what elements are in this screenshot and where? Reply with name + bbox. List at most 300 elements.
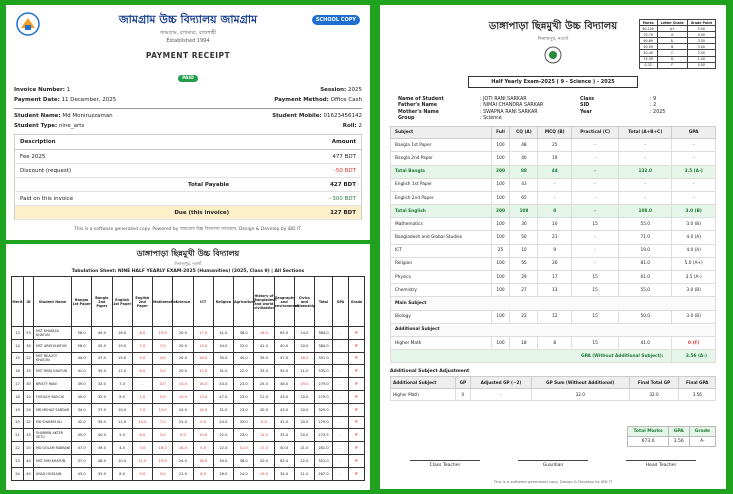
table-cell: F (349, 403, 365, 416)
row-amount: 427 BDT (234, 178, 361, 192)
table-cell: 20.0 (173, 352, 193, 365)
grade-cell: 60-69 (639, 38, 657, 44)
table-cell: 24 (12, 467, 24, 480)
row-desc: Total Payable (15, 178, 235, 192)
column-header: Student Name (34, 277, 72, 327)
table-cell: 0 (F) (672, 336, 716, 349)
table-cell: - (672, 139, 716, 152)
table-cell: - (619, 152, 672, 165)
column-header: GPA (333, 277, 349, 327)
column-header: Mathematics (153, 277, 173, 327)
table-cell: 9.0 (173, 429, 193, 442)
table-cell: Biology (391, 310, 492, 323)
table-cell: MST KHADIZA KHATUN (34, 327, 72, 340)
column-header: MCQ (B) (538, 127, 572, 139)
table-cell: 21.0 (254, 390, 274, 403)
table-cell: 20 (12, 416, 24, 429)
table-cell: 16.0 (173, 442, 193, 455)
table-cell: 23.0 (234, 403, 254, 416)
table-cell: 48.0 (274, 378, 294, 391)
table-cell: 39.0 (92, 442, 112, 455)
table-cell: 281.0 (315, 442, 333, 455)
table-cell: 58.0 (72, 327, 92, 340)
table-cell: 33.0 (254, 365, 274, 378)
info-value: : Science (480, 116, 502, 122)
receipt-footer: This is a software generated copy. Powered by জামগ্রাম উচ্চ বিদ্যালয় জামগ্রাম. Design & Develop by iBD IT. (74, 227, 302, 232)
table-cell: 26 (538, 257, 572, 270)
signature-row (410, 460, 696, 468)
info-label: SID (580, 103, 590, 109)
summary-table (627, 426, 716, 447)
table-cell: 14.0 (132, 416, 152, 429)
column-header: Bangla 1st Paper (72, 277, 92, 327)
table-row (391, 323, 716, 336)
student-name-label: Student Name: (14, 113, 61, 119)
table-cell: 11.0 (132, 454, 152, 467)
subject-marks-table (390, 126, 716, 363)
table-cell: 39.0 (92, 416, 112, 429)
table-cell: - (333, 365, 349, 378)
table-cell: - (333, 429, 349, 442)
row-amount: -50 BDT (234, 164, 361, 178)
column-header: Merit (12, 277, 24, 327)
table-cell: 8.0 (132, 327, 152, 340)
table-cell: 7.0 (153, 416, 173, 429)
receipt-info-row (14, 87, 362, 93)
grade-cell: 0-32 (639, 62, 657, 68)
table-cell: 13 (12, 327, 24, 340)
summary-cell: 3.56 (668, 437, 689, 447)
table-cell: 48 (510, 139, 538, 152)
tabulation-caption: Tabulation Sheet: NINE HALF YEARLY EXAM-2025 (Humanities) (2025, Class 9) | All Sections (71, 269, 305, 274)
table-cell: 40.0 (234, 352, 254, 365)
row-amount: - 300 BDT (234, 192, 361, 206)
grade-cell: 2.00 (687, 50, 715, 56)
student-type-label: Student Type: (14, 123, 58, 129)
table-cell: 24.0 (213, 416, 233, 429)
table-cell: 335.0 (315, 365, 333, 378)
table-row (391, 336, 716, 349)
table-cell: 22 (24, 352, 34, 365)
table-cell: 41.0 (213, 327, 233, 340)
column-header: Subject (391, 127, 492, 139)
table-cell: - (572, 191, 619, 204)
table-cell: 40.0 (92, 429, 112, 442)
table-cell: - (538, 178, 572, 191)
adjustment-table (390, 376, 716, 401)
table-cell: 30.0 (213, 454, 233, 467)
table-cell: 22.0 (294, 454, 314, 467)
student-name-value: Md Moniruzzaman (62, 113, 113, 119)
info-label (580, 116, 650, 121)
receipt-info-row (14, 113, 362, 119)
table-cell: - (619, 191, 672, 204)
table-cell: 55.0 (274, 365, 294, 378)
table-cell: 30.0 (213, 352, 233, 365)
grade-cell: 3.00 (687, 44, 715, 50)
table-cell: 3.56 (679, 389, 716, 401)
grade-cell: 3.50 (687, 38, 715, 44)
table-cell: 8 (538, 336, 572, 349)
table-cell: 20.0 (173, 365, 193, 378)
grade-cell: D (657, 56, 687, 62)
table-row (12, 339, 365, 352)
table-cell: 3.0 (B) (672, 218, 716, 231)
marksheet-header (390, 19, 716, 87)
table-cell: 20.0 (294, 429, 314, 442)
gpa-value: 3.56 (A-) (672, 350, 716, 363)
roll-label: Roll: (342, 123, 357, 129)
table-cell: 100 (491, 231, 510, 244)
table-cell: 32.0 (234, 339, 254, 352)
table-cell: 32.0 (531, 389, 629, 401)
table-cell: 40 (510, 152, 538, 165)
table-cell: 3.0 (153, 378, 173, 391)
table-cell: 10.0 (173, 390, 193, 403)
table-cell: 16 (12, 365, 24, 378)
table-cell: 5.0 (193, 442, 213, 455)
table-cell: 22.0 (213, 429, 233, 442)
table-cell: 0 (538, 205, 572, 218)
table-cell: 14.0 (173, 378, 193, 391)
table-cell: 15 (572, 218, 619, 231)
table-cell: 3.0 (B) (672, 310, 716, 323)
table-cell: 11.0 (234, 442, 254, 455)
table-cell: 279.0 (315, 378, 333, 391)
grade-cell: 70-79 (639, 32, 657, 38)
table-cell: 58.0 (72, 339, 92, 352)
table-cell: F (349, 327, 365, 340)
table-row (628, 437, 716, 447)
grade-cell: 80-100 (639, 26, 657, 32)
grade-cell: F (657, 62, 687, 68)
payment-receipt-panel (6, 5, 370, 240)
table-row (391, 389, 716, 401)
table-cell: 50.0 (619, 310, 672, 323)
receipt-info-row (14, 97, 362, 103)
divider (14, 108, 362, 109)
table-cell: ICT (391, 244, 492, 257)
table-cell: 12.0 (254, 429, 274, 442)
table-cell: 20.0 (173, 339, 193, 352)
table-cell: 108.0 (619, 205, 672, 218)
table-cell: - (672, 191, 716, 204)
table-cell: 6.0 (132, 429, 152, 442)
table-cell: 41.0 (619, 336, 672, 349)
table-cell: 22 (12, 442, 24, 455)
table-cell: 40 (24, 467, 34, 480)
student-type-value: nine_arts (58, 123, 85, 129)
table-cell: 65 (510, 191, 538, 204)
grade-header: Letter Grade (657, 20, 687, 26)
table-cell: 4.0 (A) (672, 244, 716, 257)
receipt-established: Established 1994 (166, 38, 210, 44)
grade-cell: A+ (657, 26, 687, 32)
column-header: ICT (193, 277, 213, 327)
table-cell: 31.0 (213, 365, 233, 378)
table-cell: 47.0 (213, 390, 233, 403)
tabulation-table (11, 276, 365, 481)
column-header: Final Total GP (629, 377, 679, 389)
table-cell: 108 (510, 205, 538, 218)
table-cell: 40.0 (274, 339, 294, 352)
table-cell: 24.0 (173, 403, 193, 416)
table-cell: 18.0 (112, 327, 132, 340)
tabulation-address: দিনাজপুর, নওগাঁ (174, 261, 202, 266)
table-cell: 19.0 (294, 378, 314, 391)
table-cell: 3.0 (132, 442, 152, 455)
table-cell: Higher Math (391, 389, 456, 401)
table-cell: 18 (12, 390, 24, 403)
table-row (12, 378, 365, 391)
student-mobile-value: 01623456142 (323, 113, 362, 119)
table-cell: F (349, 352, 365, 365)
table-cell: 44 (24, 454, 34, 467)
table-cell: 16.0 (193, 352, 213, 365)
school-logo-icon (16, 12, 40, 36)
table-cell: 65.0 (274, 327, 294, 340)
table-cell: 100 (491, 336, 510, 349)
table-cell: 31.0 (213, 403, 233, 416)
table-row (15, 164, 362, 178)
table-row (15, 206, 362, 220)
table-cell: 279.0 (315, 390, 333, 403)
table-cell: F (349, 339, 365, 352)
table-row (391, 205, 716, 218)
session-value: 2025 (348, 87, 362, 93)
table-cell: 19.0 (112, 339, 132, 352)
table-cell: 16.0 (193, 378, 213, 391)
table-cell: 12.0 (193, 365, 213, 378)
invoice-label: Invoice Number: (14, 87, 65, 93)
table-cell: - (619, 139, 672, 152)
grade-header: Marks (639, 20, 657, 26)
table-cell: 37.0 (92, 403, 112, 416)
table-cell: 24.0 (234, 467, 254, 480)
table-cell: 5.0 (A+) (672, 257, 716, 270)
table-cell: 71.0 (619, 231, 672, 244)
column-header: History of Bangladesh and world civilization (254, 277, 274, 327)
column-header: English 1st Paper (112, 277, 132, 327)
table-cell: 4.0 (112, 442, 132, 455)
table-cell: FURUJOY BAGCHI (34, 390, 72, 403)
table-cell: - (333, 416, 349, 429)
info-value: : NIMAI CHANDRA SARKAR (480, 103, 544, 109)
table-cell: 49.0 (92, 327, 112, 340)
receipt-address: জামগ্রাম, বাগমারা, রাজশাহী (159, 30, 217, 36)
table-cell: - (572, 165, 619, 178)
column-header: GPA (672, 127, 716, 139)
table-cell: - (333, 403, 349, 416)
table-cell: 100 (491, 191, 510, 204)
table-cell: 47.0 (72, 442, 92, 455)
table-cell: F (349, 454, 365, 467)
table-cell: 81.0 (619, 257, 672, 270)
table-row (391, 231, 716, 244)
table-cell: 13.0 (193, 339, 213, 352)
table-row (391, 191, 716, 204)
table-cell: 25 (491, 244, 510, 257)
table-row (12, 416, 365, 429)
table-cell: 3.0 (153, 467, 173, 480)
table-cell: 0.0 (254, 416, 274, 429)
table-cell: MD SHAMIM ALI (34, 416, 72, 429)
table-row (15, 150, 362, 164)
column-header: Practical (C) (572, 127, 619, 139)
table-cell: 100 (491, 218, 510, 231)
table-cell: 55.0 (619, 284, 672, 297)
table-cell: MST RIMA KHATUN (34, 365, 72, 378)
table-cell: 100 (491, 310, 510, 323)
table-cell: 24.0 (294, 327, 314, 340)
table-cell: 26.0 (213, 467, 233, 480)
table-cell: - (572, 257, 619, 270)
table-cell: 19.0 (153, 327, 173, 340)
grade-cell: 5.00 (687, 26, 715, 32)
table-cell: 23 (12, 454, 24, 467)
student-mobile-label: Student Mobile: (272, 113, 322, 119)
table-cell: 44 (538, 165, 572, 178)
table-cell: MD MEHAZ SARDAR (34, 403, 72, 416)
table-cell: 16.0 (153, 442, 173, 455)
table-cell: F (349, 467, 365, 480)
table-cell: 37.0 (72, 454, 92, 467)
table-cell: 3.5 (A-) (672, 165, 716, 178)
table-cell: 15 (572, 310, 619, 323)
table-cell: 42.0 (72, 416, 92, 429)
table-cell: F (349, 378, 365, 391)
row-amount: 477 BDT (234, 150, 361, 164)
guardian-signature: Guardian (518, 460, 588, 468)
table-row (391, 139, 716, 152)
exam-title: Half Yearly Exam-2025 ( 9 - Science ) - 2025 (468, 76, 637, 88)
row-desc: Paid on this invoice (15, 192, 235, 206)
table-cell: 5.0 (112, 429, 132, 442)
table-cell: 29 (510, 271, 538, 284)
table-cell: 11.0 (112, 416, 132, 429)
table-cell: 9.0 (132, 467, 152, 480)
table-cell: English 2nd Paper (391, 191, 492, 204)
column-header: GP (455, 377, 470, 389)
table-cell: 15 (572, 271, 619, 284)
info-value: : 9 (650, 97, 657, 102)
table-cell: 384.0 (315, 339, 333, 352)
table-cell: 22.0 (234, 365, 254, 378)
table-cell: - (333, 378, 349, 391)
table-cell: Higher Math (391, 336, 492, 349)
table-cell: 273.5 (315, 429, 333, 442)
table-cell: 8.0 (112, 467, 132, 480)
table-cell: 9.0 (132, 352, 152, 365)
table-cell: F (349, 365, 365, 378)
section-label: Main Subject (391, 297, 716, 310)
table-row (391, 257, 716, 270)
table-cell: 10 (510, 244, 538, 257)
table-cell: 20 (24, 442, 34, 455)
table-cell: Mathematics (391, 218, 492, 231)
table-cell: 55.0 (619, 218, 672, 231)
table-cell: 19 (12, 403, 24, 416)
table-cell: 24.0 (173, 454, 193, 467)
summary-cell: 673.0 (628, 437, 668, 447)
grading-scale-table (639, 19, 716, 69)
gpa-label: GPA (Without Additional Subject): (391, 350, 672, 363)
table-cell: - (572, 139, 619, 152)
marksheet-school-name: ডাঙ্গাপাড়া ছিন্নমুখী উচ্চ বিদ্যালয় (488, 21, 618, 32)
table-row (639, 62, 715, 68)
table-cell: 39.0 (92, 365, 112, 378)
table-cell: 24 (24, 403, 34, 416)
table-cell: - (572, 205, 619, 218)
grade-cell: A- (657, 38, 687, 44)
table-cell: 21 (12, 429, 24, 442)
table-cell: 44.0 (72, 352, 92, 365)
table-cell: 45.0 (92, 339, 112, 352)
receipt-amount-table (14, 134, 362, 220)
table-row (15, 192, 362, 206)
table-cell: 267.0 (315, 467, 333, 480)
marksheet-address: দিনাজপুর, নওগাঁ (537, 37, 569, 42)
col-description: Description (15, 135, 235, 150)
table-cell: Chemistry (391, 284, 492, 297)
table-cell: 41.0 (72, 365, 92, 378)
table-cell: 40.0 (274, 442, 294, 455)
table-cell: MD GOLAM RABBANI (34, 442, 72, 455)
table-cell: - (333, 442, 349, 455)
table-cell: 7.0 (132, 339, 152, 352)
table-cell: 23.0 (234, 390, 254, 403)
table-cell: 18 (510, 336, 538, 349)
table-row (12, 365, 365, 378)
table-cell: 34.0 (274, 467, 294, 480)
receipt-header (14, 11, 362, 45)
table-cell: 8.0 (112, 390, 132, 403)
table-row (391, 310, 716, 323)
table-cell: 100 (491, 257, 510, 270)
table-cell: 19.0 (153, 454, 173, 467)
column-header: CQ (A) (510, 127, 538, 139)
table-cell: - (672, 152, 716, 165)
table-cell: SHARMIN AKTER SETU (34, 429, 72, 442)
table-cell: F (349, 429, 365, 442)
column-header: Full (491, 127, 510, 139)
table-cell: 25 (24, 429, 34, 442)
table-cell: 32.0 (629, 389, 679, 401)
table-cell: - (333, 327, 349, 340)
table-cell: 14.0 (193, 403, 213, 416)
payment-date-value: 11 December, 2025 (61, 97, 117, 103)
table-cell: 8.0 (193, 467, 213, 480)
table-cell: 21.0 (294, 365, 314, 378)
row-desc: Fee 2025 (15, 150, 235, 164)
marksheet-footer: This is a software generated copy. Design & Develop by iBD IT (493, 479, 613, 484)
table-cell: F (349, 416, 365, 429)
info-value: : 2025 (650, 109, 666, 115)
table-cell: 62.0 (274, 454, 294, 467)
table-cell: 9 (538, 244, 572, 257)
table-cell: - (538, 191, 572, 204)
table-cell: 20.0 (294, 416, 314, 429)
table-cell: 47.0 (92, 352, 112, 365)
table-cell: 17.0 (193, 327, 213, 340)
table-cell: 21.0 (173, 467, 193, 480)
table-cell: 39.0 (254, 352, 274, 365)
table-cell: 15.0 (254, 467, 274, 480)
table-cell: - (333, 467, 349, 480)
table-cell: BRISTY RANI (34, 378, 72, 391)
table-cell: Religion (391, 257, 492, 270)
table-cell: - (572, 178, 619, 191)
